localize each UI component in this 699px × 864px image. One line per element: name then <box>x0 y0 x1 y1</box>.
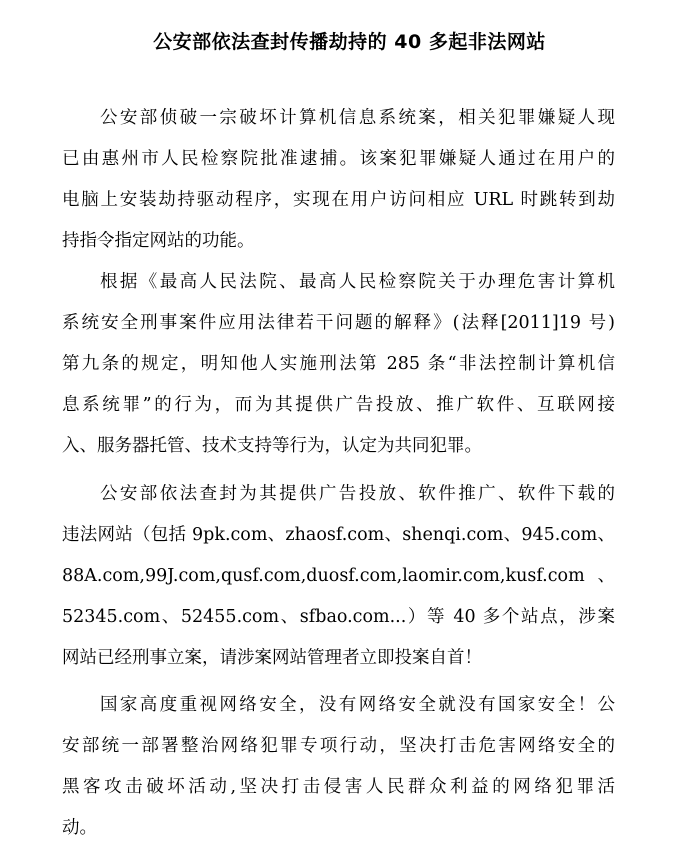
paragraph-3-line-2: 违法网站（包括 9pk.com、zhaosf.com、shenqi.com、945.com、 <box>62 525 615 545</box>
paragraph-4-line-3: 黑客攻击破坏活动,坚决打击侵害人民群众利益的网络犯罪活 <box>62 777 615 797</box>
paragraph-2-line-4: 息系统罪”的行为，而为其提供广告投放、推广软件、互联网接 <box>62 395 615 415</box>
paragraph-3-line-5: 网站已经刑事立案，请涉案网站管理者立即投案自首！ <box>62 648 482 668</box>
paragraph-4-line-2: 安部统一部署整治网络犯罪专项行动，坚决打击危害网络安全的 <box>62 736 615 756</box>
paragraph-1-line-1: 公安部侦破一宗破坏计算机信息系统案，相关犯罪嫌疑人现 <box>100 108 615 128</box>
paragraph-3-line-3: 88A.com,99J.com,qusf.com,duosf.com,laomir.com,kusf.com、 <box>62 566 615 586</box>
paragraph-1-line-4: 持指令指定网站的功能。 <box>62 231 255 251</box>
paragraph-2-line-5: 入、服务器托管、技术支持等行为，认定为共同犯罪。 <box>62 436 482 456</box>
paragraph-3-line-4: 52345.com、52455.com、sfbao.com...）等 40 多个站点，涉案 <box>62 607 615 627</box>
paragraph-4-line-4: 动。 <box>62 818 97 838</box>
paragraph-1-line-3: 电脑上安装劫持驱动程序，实现在用户访问相应 URL 时跳转到劫 <box>62 190 615 210</box>
paragraph-3-line-1: 公安部依法查封为其提供广告投放、软件推广、软件下载的 <box>100 484 615 504</box>
paragraph-2-line-2: 系统安全刑事案件应用法律若干问题的解释》(法释[2011]19 号) <box>62 313 615 333</box>
document-title: 公安部依法查封传播劫持的 40 多起非法网站 <box>153 31 546 53</box>
paragraph-2-line-3: 第九条的规定，明知他人实施刑法第 285 条“非法控制计算机信 <box>62 354 615 374</box>
paragraph-4-line-1: 国家高度重视网络安全，没有网络安全就没有国家安全！公 <box>100 695 615 715</box>
paragraph-2-line-1: 根据《最高人民法院、最高人民检察院关于办理危害计算机 <box>100 272 615 292</box>
paragraph-1-line-2: 已由惠州市人民检察院批准逮捕。该案犯罪嫌疑人通过在用户的 <box>62 149 615 169</box>
